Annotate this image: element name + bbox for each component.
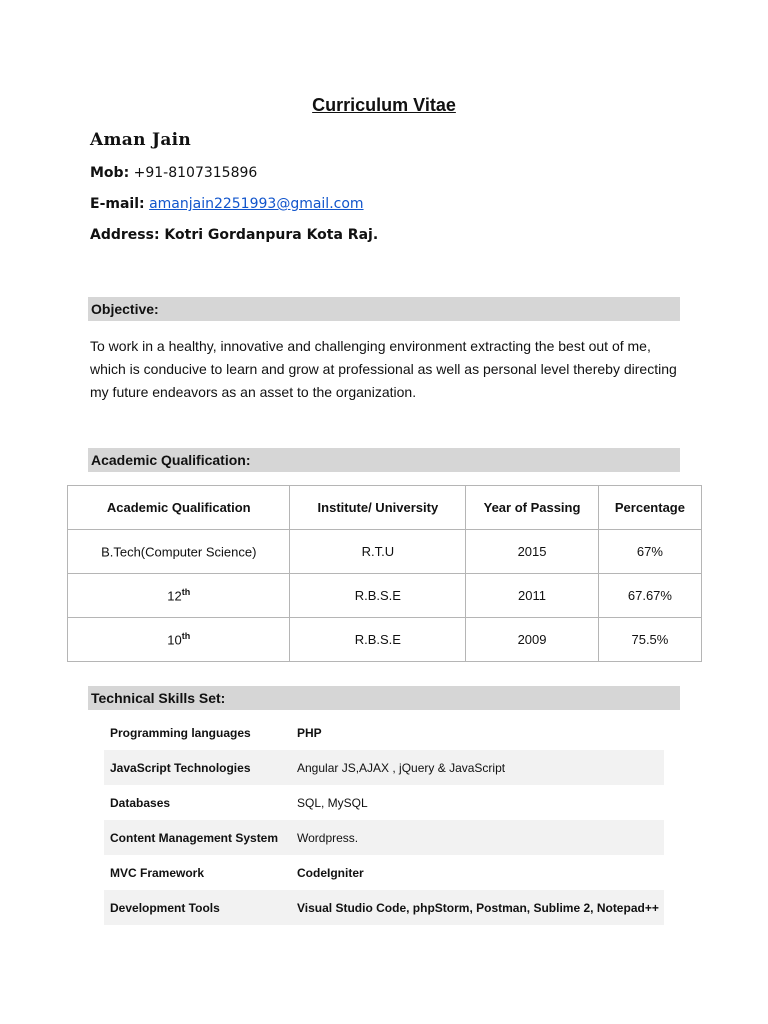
email-link[interactable]: amanjain2251993@gmail.com xyxy=(149,196,364,212)
skill-value: Wordpress. xyxy=(291,820,664,855)
percentage-cell: 67% xyxy=(598,530,701,574)
academic-heading: Academic Qualification: xyxy=(88,448,680,472)
column-header: Institute/ University xyxy=(290,486,466,530)
qualification-cell: B.Tech(Computer Science) xyxy=(68,530,290,574)
table-row xyxy=(68,574,702,618)
academic-table xyxy=(67,485,702,662)
skill-label: MVC Framework xyxy=(110,865,205,880)
mobile-value: +91-8107315896 xyxy=(133,165,258,181)
skill-row xyxy=(104,715,664,750)
institute-cell: R.B.S.E xyxy=(290,574,466,618)
skill-label: Programming languages xyxy=(110,725,251,740)
column-header: Academic Qualification xyxy=(68,486,290,530)
skill-value: SQL, MySQL xyxy=(297,795,368,810)
table-row xyxy=(68,618,702,662)
skill-row xyxy=(104,855,664,890)
address-label: Address: xyxy=(90,227,160,243)
skill-label: Development Tools xyxy=(104,890,291,925)
address-value: Kotri Gordanpura Kota Raj. xyxy=(164,227,379,243)
objective-text: To work in a healthy, innovative and challenging environment extracting the best out of me, which is conducive to learn and grow at professional as well as personal level thereby directing my future endeavors as an asset to the organization. xyxy=(90,338,677,400)
skill-row xyxy=(104,890,664,925)
email-line xyxy=(90,196,364,212)
email-label: E-mail: xyxy=(90,196,145,212)
year-cell: 2009 xyxy=(466,618,599,662)
table-row xyxy=(68,530,702,574)
skill-label: Content Management System xyxy=(104,820,291,855)
objective-heading: Objective: xyxy=(88,297,680,321)
skill-label: Databases xyxy=(110,795,171,810)
column-header: Year of Passing xyxy=(466,486,599,530)
document-title: Curriculum Vitae xyxy=(312,95,456,115)
skills-table xyxy=(104,715,664,925)
skill-row xyxy=(104,750,664,785)
percentage-cell: 75.5% xyxy=(598,618,701,662)
skill-label: JavaScript Technologies xyxy=(104,750,291,785)
year-cell: 2015 xyxy=(466,530,599,574)
institute-cell: R.B.S.E xyxy=(290,618,466,662)
mobile-line xyxy=(90,165,257,181)
column-header: Percentage xyxy=(598,486,701,530)
mobile-label: Mob: xyxy=(90,165,130,181)
skill-value: Visual Studio Code, phpStorm, Postman, Sublime 2, Notepad++ xyxy=(291,890,664,925)
skill-value: PHP xyxy=(297,725,322,740)
skills-heading: Technical Skills Set: xyxy=(88,686,680,710)
skill-value: Angular JS,AJAX , jQuery & JavaScript xyxy=(291,750,664,785)
institute-cell: R.T.U xyxy=(290,530,466,574)
qualification-cell: 10th xyxy=(68,618,290,662)
candidate-name: Aman Jain xyxy=(90,130,192,150)
address-line xyxy=(90,227,378,243)
skill-row xyxy=(104,785,664,820)
table-header-row xyxy=(68,486,702,530)
skill-value: CodeIgniter xyxy=(297,865,364,880)
percentage-cell: 67.67% xyxy=(598,574,701,618)
year-cell: 2011 xyxy=(466,574,599,618)
skill-row xyxy=(104,820,664,855)
qualification-cell: 12th xyxy=(68,574,290,618)
